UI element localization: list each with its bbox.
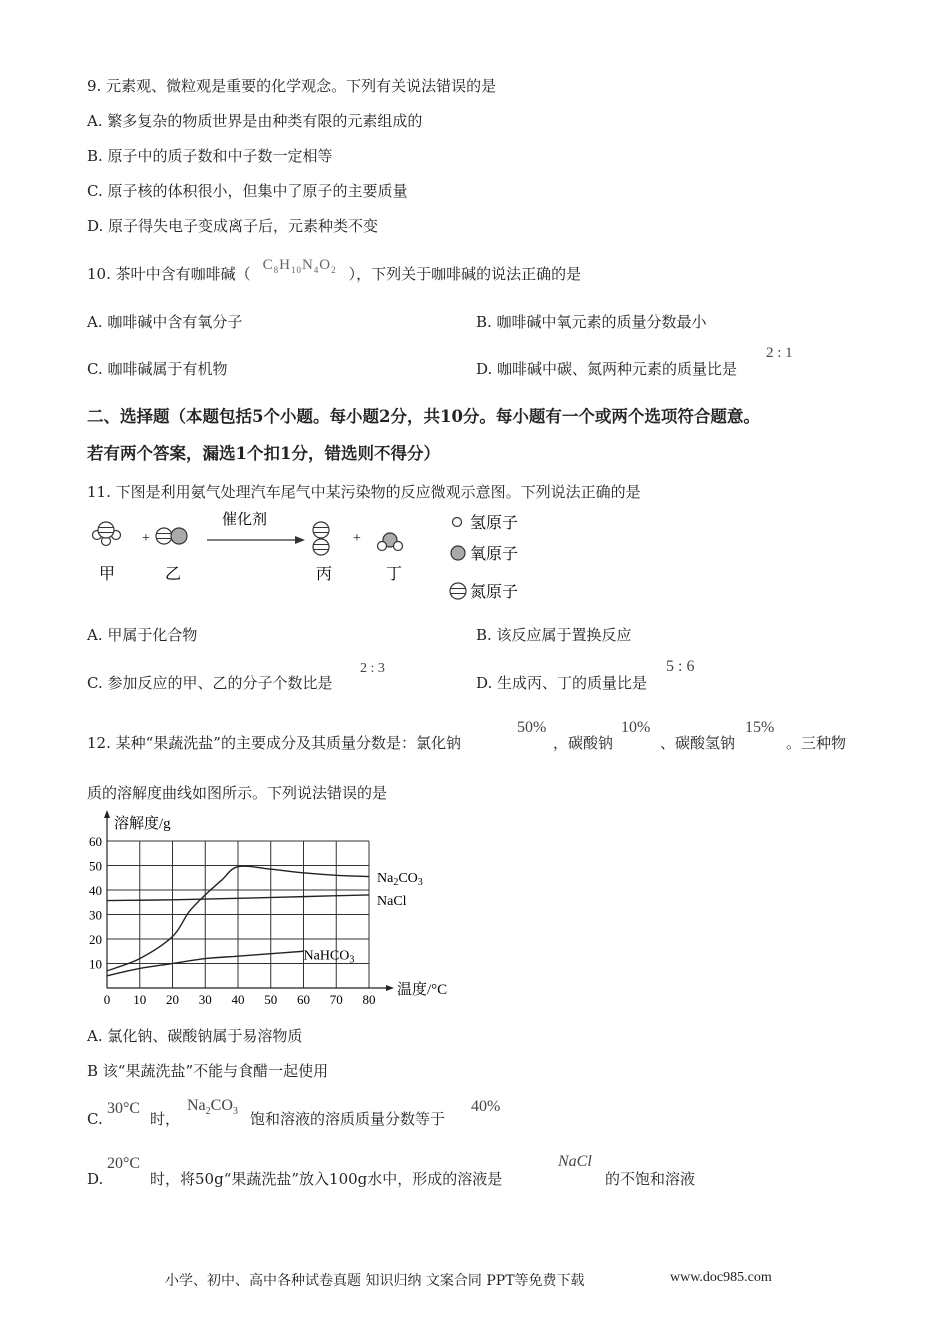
q11-stem: 11. 下图是利用氨气处理汽车尾气中某污染物的反应微观示意图。下列说法正确的是	[87, 483, 641, 501]
q12-d-mid: 时，将50g“果蔬洗盐”放入100g水中，形成的溶液是	[150, 1170, 503, 1188]
y-tick-label: 40	[89, 883, 102, 898]
reaction-diagram	[85, 505, 545, 605]
q12-stem-4: 。三种物	[786, 734, 847, 752]
q9-option-c: C. 原子核的体积很小，但集中了原子的主要质量	[87, 182, 408, 200]
q10-stem	[87, 257, 582, 290]
y-axis-arrow-icon	[104, 810, 110, 818]
q12-stem-1: 12. 某种“果蔬洗盐”的主要成分及其质量分数是：氯化钠	[87, 734, 461, 752]
legend-o-icon	[451, 546, 465, 560]
y-tick-label: 20	[89, 932, 102, 947]
y-tick-label: 30	[89, 907, 102, 923]
catalyst-label: 催化剂	[222, 512, 268, 528]
x-tick-label: 80	[362, 992, 376, 1007]
q12-c-post: 饱和溶液的溶质质量分数等于	[250, 1110, 446, 1128]
q10-option-b: B. 咖啡碱中氧元素的质量分数最小	[476, 313, 707, 331]
q11-d-ratio: 5 : 6	[666, 658, 695, 675]
y-tick-label: 60	[89, 834, 102, 849]
x-axis-arrow-icon	[386, 985, 394, 991]
q11-option-b: B. 该反应属于置换反应	[476, 626, 632, 644]
y-tick-label: 50	[89, 858, 102, 874]
chart-ylabel: 溶解度/g	[114, 816, 171, 832]
chart-ticks	[89, 834, 376, 1007]
q10-d-ratio: 2 : 1	[766, 345, 793, 361]
q12-c-formula: $Na_2CO_3$	[187, 1097, 238, 1118]
label-jia: 甲	[99, 566, 116, 583]
legend-h-icon	[453, 518, 462, 527]
plus-sign-2: +	[353, 531, 361, 546]
q10-option-a: A. 咖啡碱中含有氧分子	[87, 313, 243, 331]
label-bing: 丙	[316, 566, 333, 583]
q10-option-c: C. 咖啡碱属于有机物	[87, 360, 228, 378]
x-tick-label: 20	[166, 992, 179, 1007]
molecule-jia	[93, 522, 121, 546]
molecule-bing	[313, 522, 329, 555]
q10-option-d: D. 咖啡碱中碳、氮两种元素的质量比是	[476, 360, 738, 378]
q12-d-temp: 20°C	[107, 1155, 141, 1172]
q9-option-d: D. 原子得失电子变成离子后，元素种类不变	[87, 217, 379, 235]
q12-c-mid: 时，	[150, 1110, 181, 1128]
y-tick-label: 10	[89, 956, 102, 972]
label-ding: 丁	[386, 566, 403, 583]
q10-stem-post: ），下列关于咖啡碱的说法正确的是	[348, 265, 582, 283]
q12-stem-2: ，碳酸钠	[553, 734, 614, 752]
q10-formula: $C_8H_{10}N_4O_2$	[262, 257, 337, 275]
q12-option-c-label: C.	[87, 1110, 103, 1128]
molecule-ding	[378, 533, 403, 551]
q12-d-post: 的不饱和溶液	[605, 1170, 696, 1188]
label-yi: 乙	[165, 566, 182, 583]
q12-option-a: A. 氯化钠、碳酸钠属于易溶物质	[87, 1027, 303, 1045]
q10-stem-pre: 10. 茶叶中含有咖啡碱（	[87, 265, 251, 283]
q9-option-b: B. 原子中的质子数和中子数一定相等	[87, 147, 333, 165]
molecule-yi	[156, 528, 187, 544]
legend-o-label: 氧原子	[470, 546, 519, 563]
q9-stem: 9. 元素观、微粒观是重要的化学观念。下列有关说法错误的是	[87, 77, 497, 95]
q12-stem-line2: 质的溶解度曲线如图所示。下列说法错误的是	[87, 784, 388, 802]
footer-left: 小学、初中、高中各种试卷真题 知识归纳 文案合同 PPT等免费下载	[165, 1273, 585, 1289]
x-tick-label: 60	[297, 992, 310, 1007]
q12-pct-na2co3: 10%	[621, 719, 651, 736]
q12-d-formula: NaCl	[558, 1153, 592, 1170]
arrow-head-icon	[295, 536, 305, 544]
series-label-nacl: NaCl	[377, 893, 407, 909]
series-label-na2co3: $Na_2CO_3$	[377, 871, 423, 889]
legend-h-label: 氢原子	[470, 515, 519, 532]
q11-option-c: C. 参加反应的甲、乙的分子个数比是	[87, 674, 333, 692]
x-tick-label: 30	[198, 992, 212, 1007]
series-label-nahco3: NaHCO$_3$	[303, 948, 355, 966]
x-tick-label: 0	[103, 992, 111, 1007]
section2-heading-line2: 若有两个答案，漏选1个扣1分，错选则不得分）	[87, 444, 440, 463]
q12-stem-3: 、碳酸氢钠	[660, 734, 736, 752]
solubility-chart	[80, 808, 460, 1008]
q11-option-d: D. 生成丙、丁的质量比是	[476, 674, 648, 692]
q11-option-a: A. 甲属于化合物	[87, 626, 198, 644]
q12-c-pct: 40%	[471, 1098, 501, 1115]
q9-option-a: A. 繁多复杂的物质世界是由种类有限的元素组成的	[87, 112, 423, 130]
legend-n-icon	[450, 583, 466, 599]
q12-c-temp: 30°C	[107, 1100, 141, 1117]
q12-option-d-label: D.	[87, 1170, 104, 1188]
q11-c-ratio: 2 : 3	[360, 661, 385, 676]
x-tick-label: 50	[264, 992, 278, 1007]
q12-pct-nahco3: 15%	[745, 719, 775, 736]
x-tick-label: 10	[133, 992, 147, 1007]
section2-heading-line1: 二、选择题（本题包括5个小题。每小题2分，共10分。每小题有一个或两个选项符合题意。	[87, 407, 760, 426]
chart-xlabel: 温度/°C	[397, 982, 448, 998]
q12-pct-nacl: 50%	[517, 719, 547, 736]
legend-n-label: 氮原子	[470, 584, 519, 601]
q12-option-b: B 该“果蔬洗盐”不能与食醋一起使用	[87, 1062, 329, 1080]
x-tick-label: 70	[329, 992, 343, 1007]
footer-url[interactable]: www.doc985.com	[670, 1270, 772, 1285]
plus-sign-1: +	[142, 531, 150, 546]
x-tick-label: 40	[231, 992, 245, 1007]
